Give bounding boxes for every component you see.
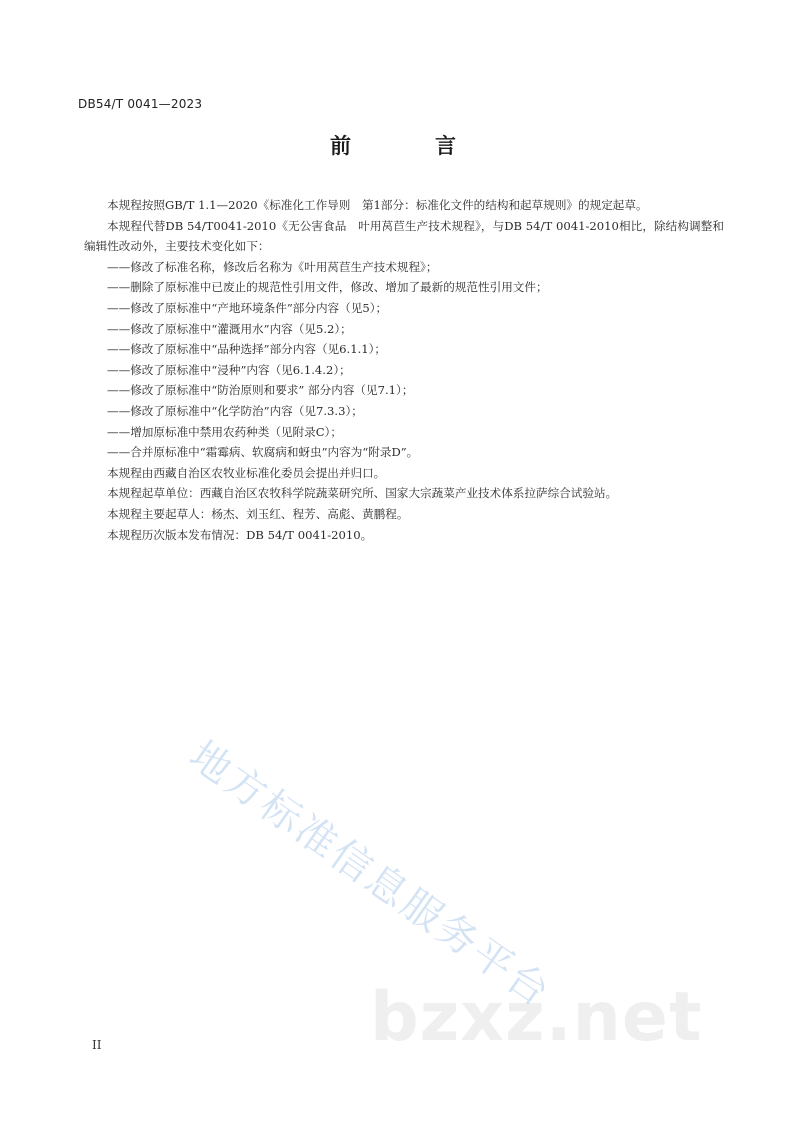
change-item: ——修改了原标准中“化学防治”内容（见7.3.3）； (107, 403, 363, 418)
page-number: II (92, 1038, 102, 1052)
change-item: ——修改了原标准中“浸种”内容（见6.1.4.2）； (107, 362, 351, 377)
foreword-body (84, 195, 724, 545)
change-item: ——修改了原标准中“品种选择”部分内容（见6.1.1）； (107, 342, 387, 357)
paragraph-drafting-units: 本规程起草单位：西藏自治区农牧科学院蔬菜研究所、国家大宗蔬菜产业技术体系拉萨综合试验站。 (107, 486, 618, 501)
change-item: ——合并原标准中“霜霉病、软腐病和蚜虫”内容为“附录D”。 (107, 445, 419, 460)
watermark-domain: bzxz.net (370, 978, 703, 1057)
change-item: ——修改了标准名称，修改后名称为《叶用莴苣生产技术规程》； (107, 259, 438, 274)
watermark-chinese: 地方标准信息服务平台 (180, 732, 560, 1017)
change-item: ——修改了原标准中“灌溉用水”内容（见5.2）； (107, 321, 352, 336)
paragraph-drafting-basis: 本规程按照GB/T 1.1—2020《标准化工作导则 第1部分：标准化文件的结构和起草规则》的规定起草。 (107, 198, 648, 212)
document-code: DB54/T 0041—2023 (78, 97, 203, 111)
change-item: ——增加原标准中禁用农药种类（见附录C）； (107, 424, 342, 439)
paragraph-replacement-note: 本规程代替DB 54/T0041-2010《无公害食品 叶用莴苣生产技术规程》，与DB 54/T 0041-2010相比，除结构调整和编辑性改动外，主要技术变化如下： (84, 218, 724, 254)
change-item: ——修改了原标准中“产地环境条件”部分内容（见5）； (107, 300, 388, 315)
change-item: ——修改了原标准中“防治原则和要求” 部分内容（见7.1）； (107, 383, 414, 398)
paragraph-drafters: 本规程主要起草人：杨杰、刘玉红、程芳、高彪、黄鹏程。 (107, 506, 409, 521)
page-title: 前 言 (330, 133, 470, 158)
paragraph-version-history: 本规程历次版本发布情况：DB 54/T 0041-2010。 (107, 527, 373, 542)
paragraph-proposer: 本规程由西藏自治区农牧业标准化委员会提出并归口。 (107, 465, 386, 480)
change-item: ——删除了原标准中已废止的规范性引用文件，修改、增加了最新的规范性引用文件； (107, 280, 548, 295)
